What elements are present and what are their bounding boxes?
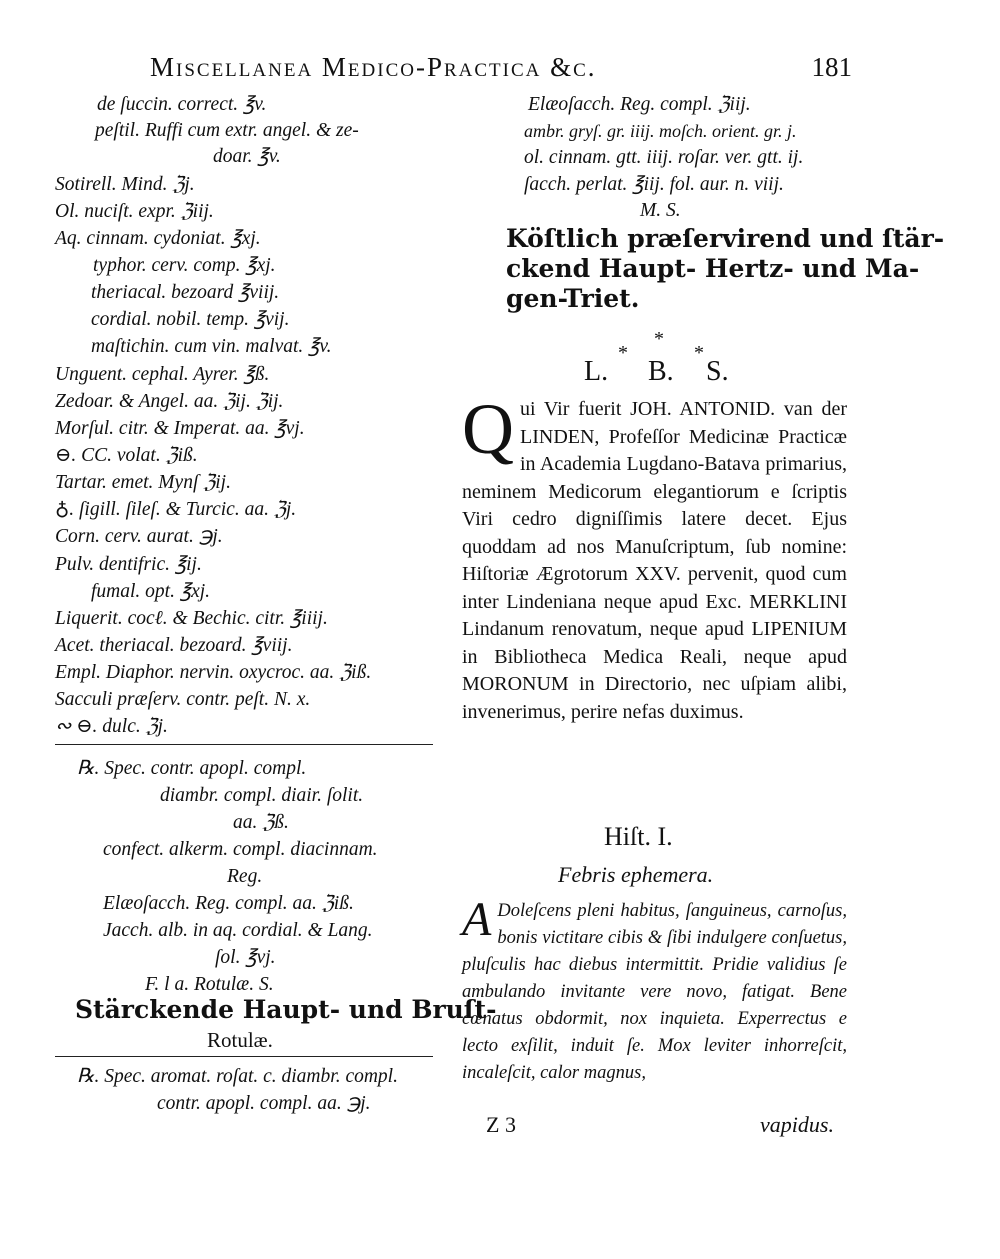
- initial-b: B.: [648, 356, 674, 387]
- fraktur-heading: Stärckende Haupt- und Bruſt-: [75, 995, 497, 1024]
- running-header: [150, 52, 870, 92]
- list-item: typhor. cerv. comp. ℥xj.: [93, 255, 276, 276]
- list-item: Aq. cinnam. cydoniat. ℥xj.: [55, 228, 261, 249]
- list-item: Sotirell. Mind. ℨj.: [55, 174, 195, 195]
- list-item: de ſuccin. correct. ℥v.: [97, 94, 267, 115]
- recipe-line: Reg.: [227, 866, 263, 887]
- hist-subheading: Febris ephemera.: [558, 862, 714, 887]
- signature-mark: Z 3: [486, 1112, 516, 1137]
- fraktur-line: ckend Haupt- Hertz- und Ma-: [506, 254, 920, 283]
- list-item: Ol. nuciſt. expr. ℨiij.: [55, 201, 214, 222]
- catchword: vapidus.: [760, 1112, 834, 1137]
- list-item: Sacculi præſerv. contr. peſt. N. x.: [55, 689, 311, 710]
- recipe-line: F. l a. Rotulæ. S.: [145, 974, 274, 995]
- intro-paragraph: [462, 389, 847, 726]
- list-item: Liquerit. cocℓ. & Bechic. citr. ℥iiij.: [55, 608, 328, 629]
- recipe-line: ol. cinnam. gtt. iiij. roſar. ver. gtt. ij.: [524, 147, 804, 168]
- recipe-line: diambr. compl. diair. ſolit.: [160, 785, 364, 806]
- drop-cap: A: [462, 893, 492, 946]
- recipe-line: ℞. Spec. contr. apopl. compl.: [77, 758, 307, 779]
- list-item: fumal. opt. ℥xj.: [91, 581, 211, 602]
- list-item: Unguent. cephal. Ayrer. ℥ß.: [55, 364, 270, 385]
- list-item: peſtil. Ruffi cum extr. angel. & ze-: [95, 120, 359, 141]
- initial-s: S.: [706, 356, 729, 387]
- list-item: cordial. nobil. temp. ℥vij.: [91, 309, 290, 330]
- fraktur-line: Köſtlich præſervirend und ſtär-: [506, 224, 945, 253]
- list-item: Tartar. emet. Mynſ ℨij.: [55, 472, 231, 493]
- hist-heading: Hiſt. I.: [604, 822, 673, 851]
- recipe-line: Jacch. alb. in aq. cordial. & Lang.: [103, 920, 373, 941]
- list-item: doar. ℥v.: [213, 146, 281, 167]
- hist-text: Doleſcens pleni habitus, ſanguineus, carnoſus, bonis victitare cibis & ſibi indulgere conſuetus, pluſculis hac diebus intermittit. Pridie validius ſe ambulando invitante vere novo, fatigat. Bene cœnatus obdormit, nox inquieta. Experrectus e lecto exſilit, induit ſe. Mox leviter inhorreſcit, incaleſcit, calor magnus,: [462, 901, 847, 1083]
- list-item: Pulv. dentifric. ℥ij.: [55, 554, 202, 575]
- recipe-line: ſacch. perlat. ℥iij. fol. aur. n. viij.: [524, 174, 784, 195]
- recipe-line: confect. alkerm. compl. diacinnam.: [103, 839, 378, 860]
- asterisk: *: [654, 328, 664, 350]
- list-item: Acet. theriacal. bezoard. ℥viij.: [55, 635, 293, 656]
- recipe-line: ambr. gryſ. gr. iiij. moſch. orient. gr. j.: [524, 121, 797, 141]
- list-item: Empl. Diaphor. nervin. oxycroc. aa. ℨiß.: [55, 662, 372, 683]
- fraktur-line: gen-Triet.: [506, 284, 640, 313]
- list-item: ♁. ſigill. ſileſ. & Turcic. aa. ℨj.: [55, 499, 297, 520]
- section-rule: [55, 744, 433, 745]
- list-item: Corn. cerv. aurat. ℈j.: [55, 526, 223, 547]
- recipe-line: Elæoſacch. Reg. compl. ℨiij.: [528, 94, 751, 115]
- list-item: ⊖. CC. volat. ℨiß.: [55, 445, 198, 466]
- list-item: Zedoar. & Angel. aa. ℨij. ℨij.: [55, 391, 284, 412]
- list-item: ∾ ⊖. dulc. ℨj.: [55, 716, 168, 737]
- recipe-line: M. S.: [640, 200, 681, 221]
- recipe-line: ℞. Spec. aromat. roſat. c. diambr. compl.: [77, 1066, 398, 1087]
- list-item: maſtichin. cum vin. malvat. ℥v.: [91, 336, 332, 357]
- recipe-line: Elæoſacch. Reg. compl. aa. ℨiß.: [103, 893, 354, 914]
- hist-paragraph: [462, 893, 847, 1087]
- drop-cap: Q: [462, 389, 514, 469]
- asterisk: *: [694, 342, 704, 364]
- intro-text: ui Vir fuerit JOH. ANTONID. van der LINDEN, Profeſſor Medicinæ Practicæ in Academia Lugdano-Batava primarius, neminem Medicorum elegantiorum e ſcriptis Viri cedro digniſſimis latere decet. Ejus quoddam ad nos Manuſcriptum, ſub nomine: Hiſtoriæ Ægrotorum XXV. pervenit, quod cum inter Lindeniana neque apud Exc. MERKLINI Lindanum renovatum, neque apud LIPENIUM in Bibliotheca Medica Reali, neque apud MORONUM in Directorio, nec uſpiam alibi, invenerimus, perire nefas duximus.: [462, 398, 847, 723]
- asterisk: *: [618, 342, 628, 364]
- rotulae-label: Rotulæ.: [207, 1028, 273, 1052]
- list-item: theriacal. bezoard ℥viij.: [91, 282, 280, 303]
- running-title: Miscellanea Medico-Practica &c.: [150, 52, 597, 82]
- recipe-line: ſol. ℥vj.: [215, 947, 276, 968]
- recipe-line: aa. ℨß.: [233, 812, 289, 833]
- list-item: Morſul. citr. & Imperat. aa. ℥vj.: [55, 418, 305, 439]
- initial-l: L.: [584, 356, 609, 387]
- section-rule: [55, 1056, 433, 1057]
- page-number: 181: [811, 52, 852, 82]
- recipe-line: contr. apopl. compl. aa. ℈j.: [157, 1093, 371, 1114]
